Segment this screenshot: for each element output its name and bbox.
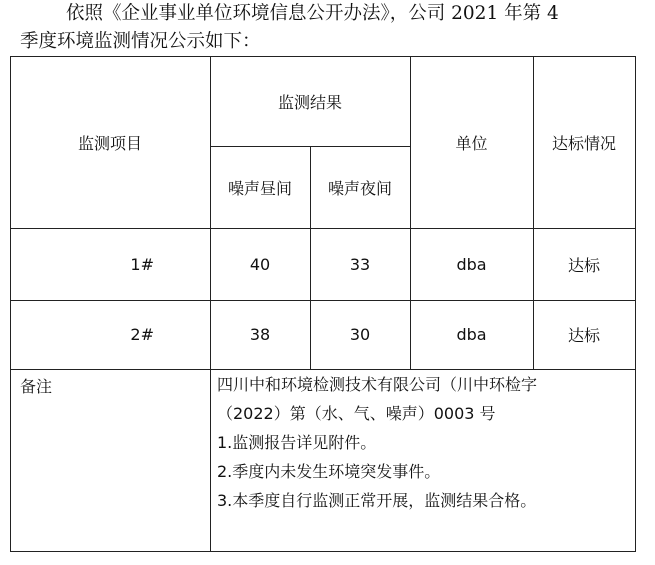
header-noise-day: 噪声昼间	[227, 178, 292, 198]
row-1-status: 达标	[567, 255, 600, 275]
row-1-night: 33	[349, 254, 371, 274]
remarks-line: 2.季度内未发生环境突发事件。	[217, 462, 441, 481]
header-status: 达标情况	[551, 133, 616, 153]
header-noise-night: 噪声夜间	[327, 178, 392, 198]
intro-line-2: 季度环境监测情况公示如下：	[20, 31, 261, 52]
header-unit: 单位	[455, 133, 488, 153]
row-2-status: 达标	[567, 326, 600, 345]
row-2-item: 2#	[130, 325, 154, 344]
row-2-day: 38	[249, 325, 271, 344]
row-1-item: 1#	[130, 254, 154, 274]
row-2-night: 30	[349, 325, 371, 344]
remarks-content	[213, 370, 633, 515]
remarks-line: 1.监测报告详见附件。	[217, 433, 377, 452]
monitoring-table	[10, 56, 636, 552]
header-item: 监测项目	[77, 133, 142, 153]
remarks-label: 备注	[20, 376, 53, 396]
row-1-unit: dba	[456, 254, 487, 274]
remarks-line: 3.本季度自行监测正常开展，监测结果合格。	[217, 491, 537, 510]
intro-line-1: 依照《企业事业单位环境信息公开办法》，公司 2021 年第 4	[66, 3, 559, 24]
remarks-line: 四川中和环境检测技术有限公司（川中环检字	[217, 375, 538, 394]
header-result: 监测结果	[277, 92, 342, 112]
row-1-day: 40	[249, 254, 271, 274]
row-2-unit: dba	[456, 325, 487, 344]
remarks-line: （2022）第（水、气、噪声）0003 号	[217, 404, 496, 423]
